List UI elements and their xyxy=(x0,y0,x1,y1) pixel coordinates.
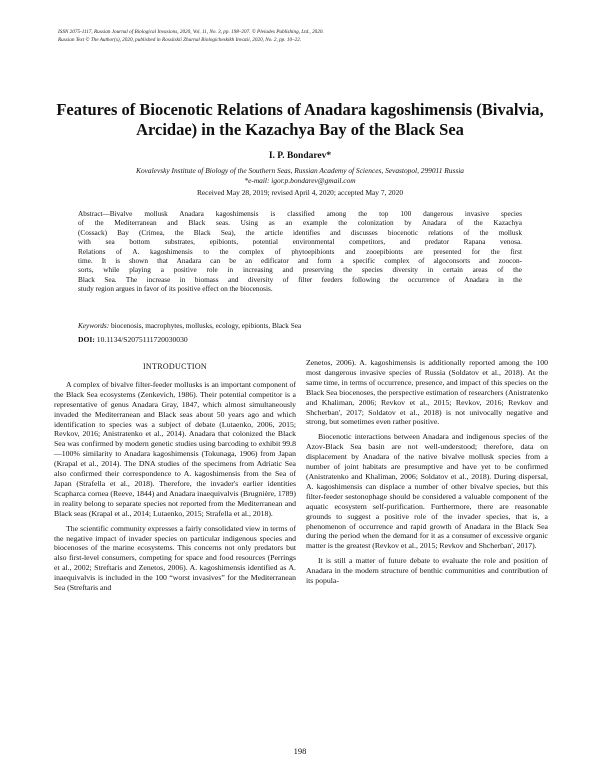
abstract-line: with sea bottom substrates, epibionts, potential environmental competitors, and predator Rapana venosa. xyxy=(78,238,522,247)
title-line-1: Features of Biocenotic Relations of Anadara kagoshimensis (Bivalvia, xyxy=(56,100,544,119)
abstract-line: (Cossack) Bay (Crimea, the Black Sea), the article identifies and discusses biocenotic relations of the mollusk xyxy=(78,228,522,237)
paragraph: The scientific community expresses a fairly consolidated view in terms of the negative impact of invader species on particular indigenous species and biocenoses of the marine ecosystems. This concerns not only predators but also first-level consumers, competing for space and food resources (Perrings et al., 2002; Streftaris and Zenetos, 2006). A. kagoshimensis identified as A. inaequivalvis is included in the 100 “worst invasives” for the Mediterranean Sea (Streftaris and xyxy=(54,523,296,593)
paragraph: A complex of bivalve filter-feeder mollusks is an important component of the Black Sea ecosystems (Zenkevich, 1986). Their potential competitor is a representative of genus Anadara Gray, 1847, which almost simultaneously invaded the Mediterranean and Black seas about 50 years ago and which identification to species was a subject of debate (Lutaenko, 2006, 2015; Revkov, 2016; Anistratenko et al., 2014). Anadara that colonized the Black Sea was confirmed by modern genetic studies using barcoding to exhibit 99.8—100% similarity to Anadara kagoshimensis (Tokunaga, 1906) from Japan (Krapal et al., 2014). The DNA studies of the specimens from Adriatic Sea also confirmed their correspondence to A. kagoshimensis from the Sea of Japan (Strafella et al., 2018). Therefore, the invader's earlier identities Scapharca cornea (Reeve, 1844) and Anadara inaequivalvis (Brugnière, 1789) in reality belong to separate species not reported from the Mediterranean and Black seas (Krapal et al., 2014; Lutaenko, 2015; Strafella et al., 2018). xyxy=(54,379,296,518)
section-heading-introduction: INTRODUCTION xyxy=(142,362,208,371)
abstract-line: study region argues in favor of its positive effect on the biocenosis. xyxy=(78,285,273,294)
doi-value: 10.1134/S2075111720030030 xyxy=(94,335,188,344)
abstract-line: Relations of A. kagoshimensis to the complex of phytoepibionts and zooepibionts are presented for the first xyxy=(78,247,522,256)
header-line-issn: ISSN 2075-1117, Russian Journal of Biological Invasions, 2020, Vol. 11, No. 3, pp. 198–207. © Pleiades Publishing, Ltd., 2020. xyxy=(58,29,324,35)
author-name: I. P. Bondarev* xyxy=(268,151,332,161)
title-line-2: Arcidae) in the Kazachya Bay of the Black Sea xyxy=(136,120,464,139)
doi xyxy=(78,335,522,344)
abstract-line: time. It is shown that Anadara can be an edificator and form a specific complex of algoconsorts and zoocon- xyxy=(78,257,522,266)
abstract-line: sorts, while playing a positive role in increasing and preserving the species diversity in certain areas of the xyxy=(78,266,522,275)
keywords-label: Keywords: xyxy=(78,322,110,330)
article-title xyxy=(40,100,560,140)
keywords xyxy=(78,322,522,330)
right-column xyxy=(306,358,548,591)
page-number: 198 xyxy=(293,746,307,756)
paragraph: It is still a matter of future debate to evaluate the role and position of Anadara in the modern structure of benthic communities and contribution of its popula- xyxy=(306,556,548,586)
author-email: *e-mail: igor.p.bondarev@gmail.com xyxy=(244,176,356,185)
running-header xyxy=(58,28,558,44)
affiliation-block xyxy=(40,166,560,186)
left-column xyxy=(54,358,296,598)
header-line-russian-text: Russian Text © The Author(s), 2020, published in Rossiiskii Zhurnal Biologicheskikh Invazii, 2020, No. 2, pp. 10–22. xyxy=(58,37,302,43)
doi-label: DOI: xyxy=(78,335,95,344)
abstract-line: Abstract—Bivalve mollusk Anadara kagoshimensis is classified among the top 100 dangerous invasive species xyxy=(78,210,522,218)
abstract-line: Black Sea. The increase in biomass and diversity of filter feeders following the occurrence of Anadara in the xyxy=(78,275,522,284)
keywords-value: biocenosis, macrophytes, mollusks, ecology, epibionts, Black Sea xyxy=(109,322,302,330)
paragraph: Zenetos, 2006). A. kagoshimensis is additionally reported among the 100 most dangerous invasive species of Russia (Soldatov et al., 2018). At the same time, in terms of occurrence, presence, and impact of this species on the Black Sea biocenoses, the perspective estimation of researchers (Anistratenko and Khaliman, 2006; Revkov et al., 2015; Revkov, 2016; Revkov and Shcherban', 2017; Soldatov et al., 2018) is not univocally negative and strong, but sometimes even rather positive. xyxy=(306,358,548,427)
abstract xyxy=(78,210,522,295)
submission-dates: Received May 28, 2019; revised April 4, 2020; accepted May 7, 2020 xyxy=(196,188,404,197)
paragraph: Biocenotic interactions between Anadara and indigenous species of the Azov-Black Sea basin are not well-understood; therefore, data on displacement by Anadara of the native bivalve mollusk species from a number of joint habitats are presumptive and have yet to be confirmed (Anistratenko and Khaliman, 2006; Soldatov et al., 2018). During dispersal, A. kagoshimensis can displace a number of other bivalve species, but this filter-feeder sestonophage should be considered a valuable component of the aquatic ecosystem self-purification. Furthermore, there are reasonable grounds to suggest a positive role of the invader species, that is, a phenomenon of occurrence and rapid growth of Anadara in the Black Sea during the period when the demand for it as a consumer of excessive organic matter is the greatest (Revkov et al., 2015; Revkov and Shcherban', 2017). xyxy=(306,432,548,551)
abstract-line: of the Mediterranean and Black seas. Using as an example the colonization by Anadara of the Kazachya xyxy=(78,219,522,228)
affiliation: Kovalevsky Institute of Biology of the Southern Seas, Russian Academy of Sciences, Sevastopol, 299011 Russia xyxy=(136,166,464,175)
